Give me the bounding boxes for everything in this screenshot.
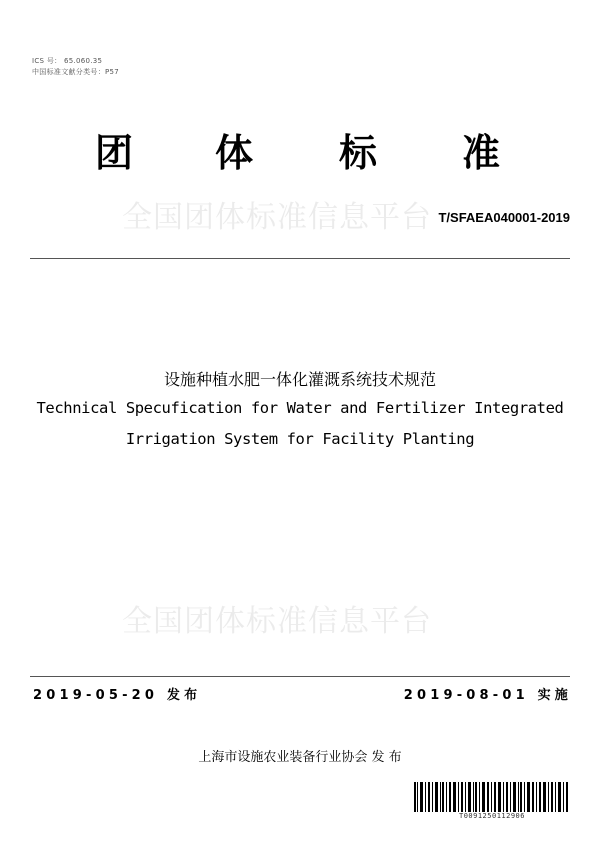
title-english-line2: Irrigation System for Facility Planting [125,430,475,448]
top-divider [30,258,570,259]
title-chinese: 设施种植水肥一体化灌溉系统技术规范 [163,370,436,389]
doc-type-char: 团 [95,131,134,175]
doc-type-char: 标 [339,131,378,175]
barcode-number: T0091250112906 [412,812,572,820]
issue-date: 2019-05-20 发布 [33,688,202,703]
ccs-number: 中国标准文献分类号：P57 [32,68,120,76]
title-english-line1: Technical Specufication for Water and Fertilizer Integrated [36,399,564,417]
standard-code: T/SFAEA040001-2019 [438,210,570,225]
ics-number: ICS 号： 65.060.35 [32,57,103,65]
watermark-text: 全国团体标准信息平台 [122,604,432,639]
watermark-text: 全国团体标准信息平台 [122,200,432,235]
publisher: 上海市设施农业装备行业协会 发 布 [198,750,402,765]
doc-type-char: 准 [462,131,501,175]
implementation-date: 2019-08-01 实施 [403,688,572,703]
doc-type-char: 体 [215,131,254,175]
bottom-divider [30,676,570,677]
